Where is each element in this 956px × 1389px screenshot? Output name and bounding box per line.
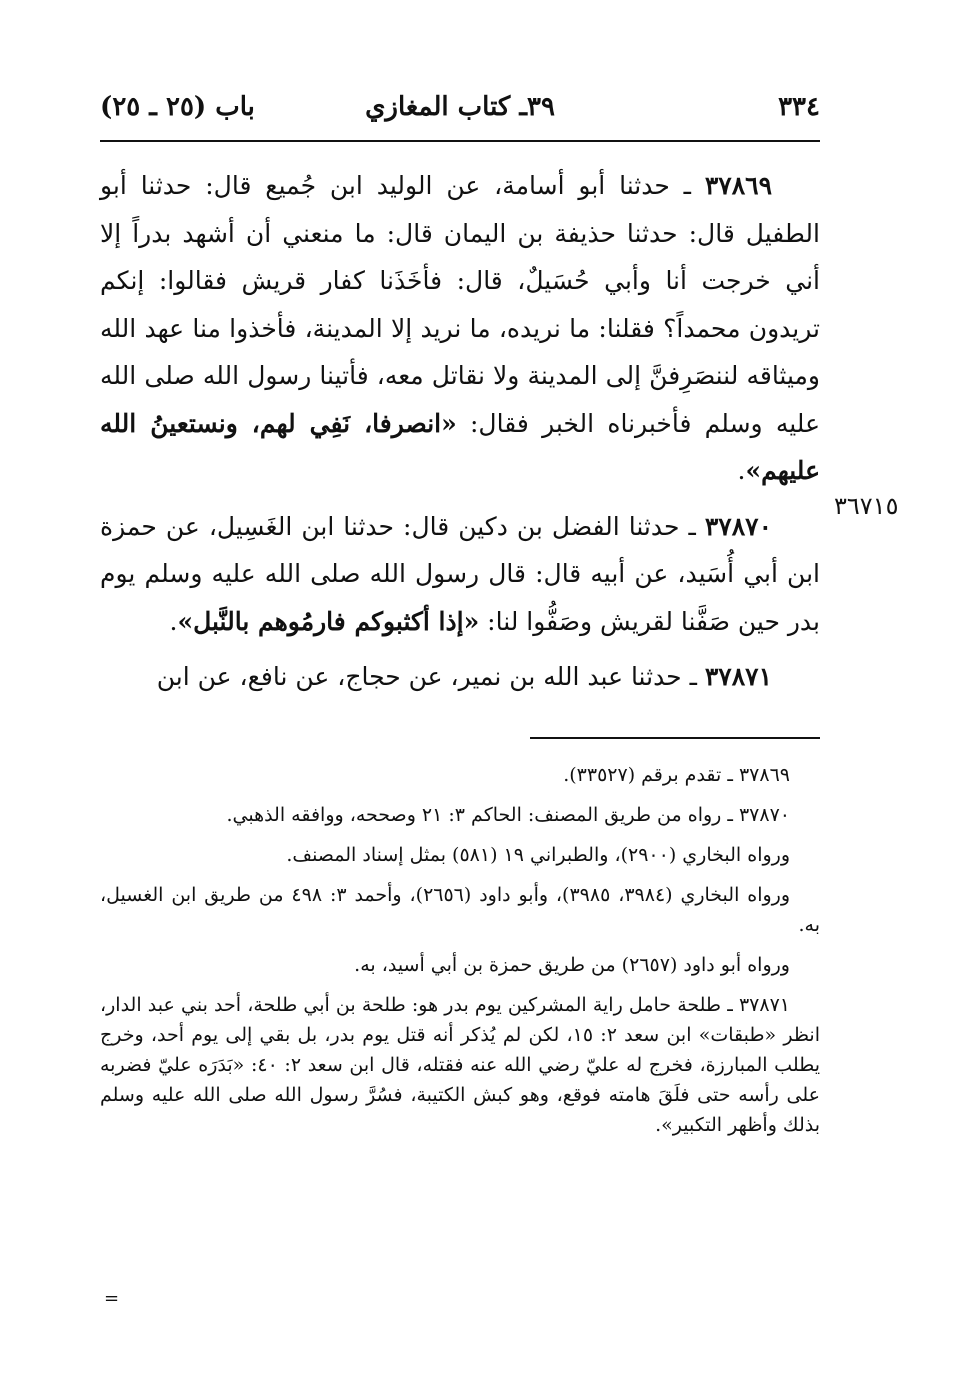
footnote: ٣٧٨٦٩ ـ تقدم برقم (٣٣٥٢٧). [563, 764, 790, 786]
hadith-end: . [169, 606, 178, 636]
chapter-label: باب (٢٥ ـ ٢٥) [100, 92, 255, 122]
footnotes [100, 760, 820, 1150]
hadith-paragraph [100, 503, 820, 646]
hadith-text: ـ حدثنا عبد الله بن نمير، عن حجاج، عن نافع، عن ابن [156, 662, 705, 691]
footnote: ورواه البخاري (٣٩٨٤، ٣٩٨٥)، وأبو داود (٢٦٥٦)، وأحمد ٣: ٤٩٨ من طريق ابن الغسيل، به. [100, 884, 820, 936]
hadith-text: ـ حدثنا الفضل بن دكين قال: حدثنا ابن الغَسِيل، عن حمزة ابن أبي أُسَيد، عن أبيه قال: قال رسول الله صلى الله عليه وسلم يوم بدر حين صَفَّنا لقريش وصَفُّوا لنا: [100, 511, 820, 636]
hadith-paragraph [100, 162, 820, 495]
hadith-end: . [737, 456, 746, 485]
footnote: ٣٧٨٧٠ ـ رواه من طريق المصنف: الحاكم ٣: ٢١ وصححه، ووافقه الذهبي. [226, 804, 790, 826]
hadith-text: ـ حدثنا أبو أسامة، عن الوليد ابن جُميع قال: حدثنا أبو الطفيل قال: حدثنا حذيفة بن اليمان قال: ما منعني أن أشهد بدراً إلا أني خرجت أنا وأبي حُسَيلٌ، قال: فأخَذَنا كفار قريش فقالوا: إنكم تريدون محمداً؟ فقلنا: ما نريده، ما نريد إلا المدينة، فأخذوا منا عهد الله وميثاقه لننصَرِفنَّ إلى المدينة ولا نقاتل معه، فأتينا رسول الله صلى الله عليه وسلم فأخبرناه الخبر فقال: [100, 171, 820, 438]
continuation-mark: = [104, 1288, 120, 1309]
hadith-quote: «إذا أكثبوكم فارمُوهم بالنَّبل» [177, 606, 480, 636]
book-title: ٣٩ـ كتاب المغازي [365, 92, 555, 122]
hadith-number: ٣٧٨٧٠ [704, 511, 772, 541]
running-header [100, 86, 820, 136]
footnote: ورواه أبو داود (٢٦٥٧) من طريق حمزة بن أبي أسيد، به. [354, 954, 790, 976]
footnote: ورواه البخاري (٢٩٠٠)، والطبراني ١٩ (٥٨١) بمثل إسناد المصنف. [286, 844, 790, 866]
hadith-number: ٣٧٨٧١ [704, 662, 772, 691]
footnote-divider [530, 737, 820, 739]
main-text [100, 162, 820, 709]
footnote: ٣٧٨٧١ ـ طلحة حامل راية المشركين يوم بدر هو: طلحة بن أبي طلحة، أحد بني عبد الدار، انظر «طبقات» ابن سعد ٢: ١٥، لكن لم يُذكر أنه قتل يوم بدر، بل بقي إلى يوم أحد، وخرج يطلب المبارزة، فخرج له عليّ رضي الله عنه فقتله، قال ابن سعد ٢: ٤٠: «بَدَرَه عليّ فضربه على رأسه حتى فلَقَ هامته فوقع، وهو كبش الكتيبة، فسُرَّ رسول الله صلى الله عليه وسلم بذلك وأظهر التكبير». [100, 994, 821, 1136]
hadith-number: ٣٧٨٦٩ [704, 171, 772, 200]
hadith-paragraph [100, 653, 820, 701]
header-divider [100, 140, 820, 142]
hadith-quote: «انصرفا، نَفِي لهم، ونستعينُ الله عليهم» [100, 408, 820, 485]
margin-reference-number: ٣٦٧١٥ [834, 492, 899, 520]
page-number: ٣٣٤ [778, 92, 820, 122]
